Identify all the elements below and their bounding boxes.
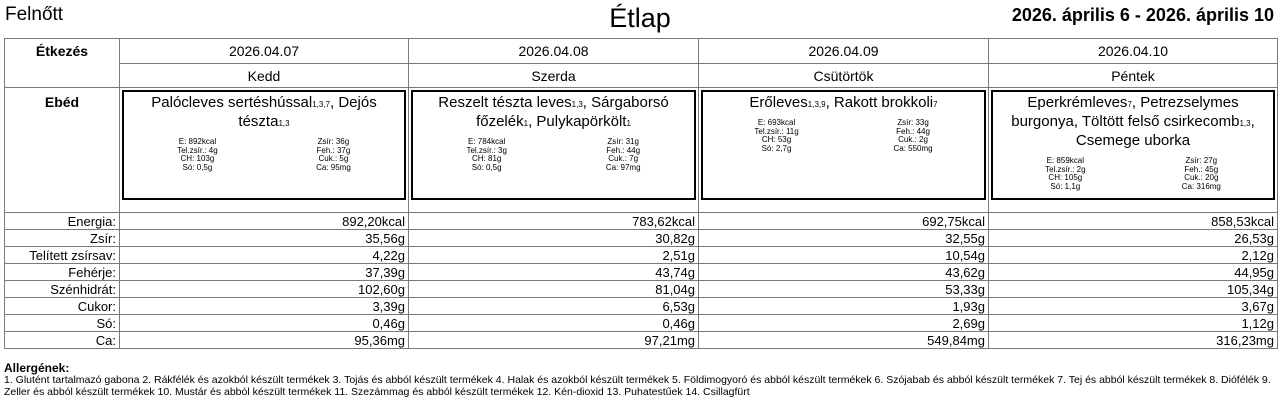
nutrient-value: 32,55g [699, 230, 989, 247]
dish-allergens: 7 [1127, 100, 1132, 109]
dish-separator: , [1131, 94, 1141, 111]
nutrient-value: 43,62g [699, 264, 989, 281]
date-header-row [5, 39, 1278, 64]
nutrient-value: 26,53g [989, 230, 1278, 247]
dish-name: Sárgaborsó főzelék [476, 94, 669, 130]
nutrient-value: 81,04g [409, 281, 699, 298]
dish-name: Eperkrémleves [1027, 94, 1128, 111]
dish-allergens: 1,3,7 [312, 100, 330, 109]
nutrition-value: Cuk.: 5g [318, 154, 349, 163]
nutrient-value: 1,93g [699, 298, 989, 315]
nutrient-value: 1,12g [989, 315, 1278, 332]
meal-box [122, 90, 406, 200]
nutrient-row [5, 298, 1278, 315]
nutrient-row [5, 281, 1278, 298]
page-header [0, 0, 1280, 36]
nutrient-value: 95,36mg [120, 332, 409, 349]
nutrient-value: 549,84mg [699, 332, 989, 349]
nutrient-label: Fehérje: [5, 264, 120, 281]
nutrient-value: 105,34g [989, 281, 1278, 298]
nutrient-row [5, 213, 1278, 230]
nutrition-column [1045, 157, 1085, 191]
dish-separator: , [1250, 113, 1255, 130]
nutrition-value: Zsír: 27g [1185, 156, 1218, 165]
nutrient-value: 35,56g [120, 230, 409, 247]
dish-list [128, 94, 400, 132]
nutrition-column [606, 138, 641, 172]
dish-separator: , [330, 94, 339, 111]
nutrient-label: Ca: [5, 332, 120, 349]
nutrient-value: 3,39g [120, 298, 409, 315]
menu-table [4, 38, 1278, 349]
day-name: Szerda [409, 64, 699, 88]
dish-name: Rakott brokkoli [833, 94, 934, 111]
dish-name: Palócleves sertéshússal [151, 94, 313, 111]
dish-name: Csemege uborka [1075, 132, 1191, 149]
meal-box [701, 90, 986, 200]
nutrition-column [466, 138, 506, 172]
dish-allergens: 1 [523, 119, 529, 128]
dish-allergens: 1,3,9 [807, 100, 826, 109]
nutrition-value: Zsír: 36g [317, 137, 350, 146]
dish-nutrition [997, 157, 1269, 191]
dish-name: Pulykapörkölt [536, 113, 627, 130]
meal-cell [699, 88, 989, 213]
nutrient-value: 892,20kcal [120, 213, 409, 230]
meal-box [991, 90, 1275, 200]
nutrient-label: Só: [5, 315, 120, 332]
nutrition-column [177, 138, 217, 172]
nutrition-value: Só: 0,5g [471, 162, 502, 172]
nutrition-value: Ca: 97mg [605, 162, 641, 172]
nutrition-value: Ca: 95mg [316, 162, 351, 172]
nutrient-value: 53,33g [699, 281, 989, 298]
nutrient-row [5, 332, 1278, 349]
meal-cell [409, 88, 699, 213]
nutrition-value: Feh.: 37g [316, 145, 351, 155]
nutrition-value: Ca: 316mg [1181, 181, 1221, 191]
nutrient-value: 316,23mg [989, 332, 1278, 349]
dish-allergens: 7 [933, 100, 938, 109]
nutrient-row [5, 315, 1278, 332]
nutrient-value: 43,74g [409, 264, 699, 281]
meal-label: Ebéd [5, 88, 120, 213]
meal-column-header: Étkezés [5, 39, 120, 88]
day-name: Kedd [120, 64, 409, 88]
nutrient-summary [5, 213, 1278, 349]
nutrient-label: Zsír: [5, 230, 120, 247]
allergen-list: 1. Glutént tartalmazó gabona 2. Rákfélék és azokból készült termékek 3. Tojás és abból készült termékek 4. Halak és azokból készült termékek 5. Földimogyoró és abból készült termékek 6. Szójabab és abból készült termékek 7. Tej és abból készült termékek 8. Diófélék 9. Zeller és abból készült termékek 10. Mustár és abból készült termékek 11. Szezámmag és abból készült termékek 12. Kén-dioxid 13. Puhatestűek 14. Csillagfürt [4, 374, 1271, 398]
allergen-title: Allergének: [4, 361, 70, 375]
nutrient-value: 97,21mg [409, 332, 699, 349]
dish-name: Dejós tészta [238, 94, 377, 130]
nutrient-row [5, 264, 1278, 281]
nutrition-value: Feh.: 44g [896, 126, 930, 136]
nutrition-value: Cuk.: 20g [1184, 173, 1219, 182]
nutrition-value: Zsír: 33g [897, 118, 929, 127]
nutrition-value: E: 784kcal [468, 137, 506, 146]
nutrition-value: Tel.zsír.: 2g [1045, 164, 1086, 174]
nutrient-value: 692,75kcal [699, 213, 989, 230]
nutrient-value: 3,67g [989, 298, 1278, 315]
nutrient-value: 0,46g [409, 315, 699, 332]
day-date: 2026.04.07 [120, 39, 409, 64]
dish-allergens: 1,3 [1239, 119, 1251, 128]
nutrition-value: Feh.: 44g [606, 145, 641, 155]
nutrition-column [316, 138, 351, 172]
nutrient-value: 102,60g [120, 281, 409, 298]
dish-separator: , [582, 94, 592, 111]
nutrition-value: CH: 103g [180, 154, 215, 163]
nutrition-value: Ca: 550mg [893, 143, 933, 153]
dish-separator: , [1073, 113, 1082, 130]
nutrient-label: Energia: [5, 213, 120, 230]
nutrient-label: Szénhidrát: [5, 281, 120, 298]
dish-nutrition [707, 119, 980, 153]
nutrient-value: 2,51g [409, 247, 699, 264]
nutrition-column [754, 119, 798, 153]
nutrient-value: 858,53kcal [989, 213, 1278, 230]
nutrient-row [5, 230, 1278, 247]
nutrient-row [5, 247, 1278, 264]
nutrient-label: Telített zsírsav: [5, 247, 120, 264]
lunch-row [5, 88, 1278, 213]
nutrition-value: Tel.zsír.: 3g [466, 145, 507, 155]
nutrient-value: 2,69g [699, 315, 989, 332]
day-date: 2026.04.10 [989, 39, 1278, 64]
dish-allergens: 1 [626, 119, 631, 128]
nutrient-value: 0,46g [120, 315, 409, 332]
dish-nutrition [128, 138, 400, 172]
dish-name: Reszelt tészta leves [438, 94, 572, 111]
nutrition-value: E: 693kcal [757, 118, 796, 127]
meal-cell [120, 88, 409, 213]
nutrition-value: E: 859kcal [1046, 156, 1084, 165]
day-date: 2026.04.09 [699, 39, 989, 64]
nutrition-value: Feh.: 45g [1184, 164, 1219, 174]
nutrition-value: Zsír: 31g [607, 137, 639, 146]
nutrition-value: CH: 105g [1048, 173, 1083, 182]
day-name: Csütörtök [699, 64, 989, 88]
day-name-row [5, 64, 1278, 88]
dish-nutrition [417, 138, 690, 172]
nutrient-value: 10,54g [699, 247, 989, 264]
dish-list [997, 94, 1269, 151]
nutrition-value: Tel.zsír.: 11g [754, 126, 799, 136]
nutrition-value: Só: 1,1g [1050, 181, 1081, 191]
menu-category: Felnőtt [5, 4, 64, 25]
page-title: Étlap [609, 3, 671, 33]
day-date: 2026.04.08 [409, 39, 699, 64]
day-name: Péntek [989, 64, 1278, 88]
dish-allergens: 1,3 [278, 119, 290, 128]
dish-allergens: 1,3 [571, 100, 583, 109]
allergen-legend [4, 362, 1276, 398]
nutrition-value: CH: 81g [472, 154, 502, 163]
nutrition-value: CH: 53g [761, 135, 792, 144]
nutrient-value: 6,53g [409, 298, 699, 315]
nutrient-label: Cukor: [5, 298, 120, 315]
nutrition-column [893, 119, 932, 153]
nutrient-value: 37,39g [120, 264, 409, 281]
dish-list [707, 94, 980, 113]
nutrient-value: 783,62kcal [409, 213, 699, 230]
nutrition-column [1182, 157, 1221, 191]
nutrient-value: 30,82g [409, 230, 699, 247]
nutrition-value: Só: 0,5g [182, 162, 213, 172]
nutrition-value: Cuk.: 2g [898, 135, 928, 144]
dish-name: Petrezselymes burgonya [1011, 94, 1239, 130]
nutrition-value: Só: 2,7g [761, 143, 792, 153]
nutrient-value: 44,95g [989, 264, 1278, 281]
date-range: 2026. április 6 - 2026. április 10 [1011, 5, 1274, 25]
meal-cell [989, 88, 1278, 213]
nutrition-value: Tel.zsír.: 4g [177, 145, 218, 155]
nutrient-value: 4,22g [120, 247, 409, 264]
nutrient-value: 2,12g [989, 247, 1278, 264]
dish-name: Töltött felső csirkecomb [1081, 113, 1240, 130]
dish-name: Erőleves [749, 94, 808, 111]
dish-separator: , [825, 94, 834, 111]
meal-box [411, 90, 696, 200]
dish-separator: , [528, 113, 537, 130]
dish-list [417, 94, 690, 132]
nutrition-value: Cuk.: 7g [608, 154, 639, 163]
nutrition-value: E: 892kcal [178, 137, 217, 146]
